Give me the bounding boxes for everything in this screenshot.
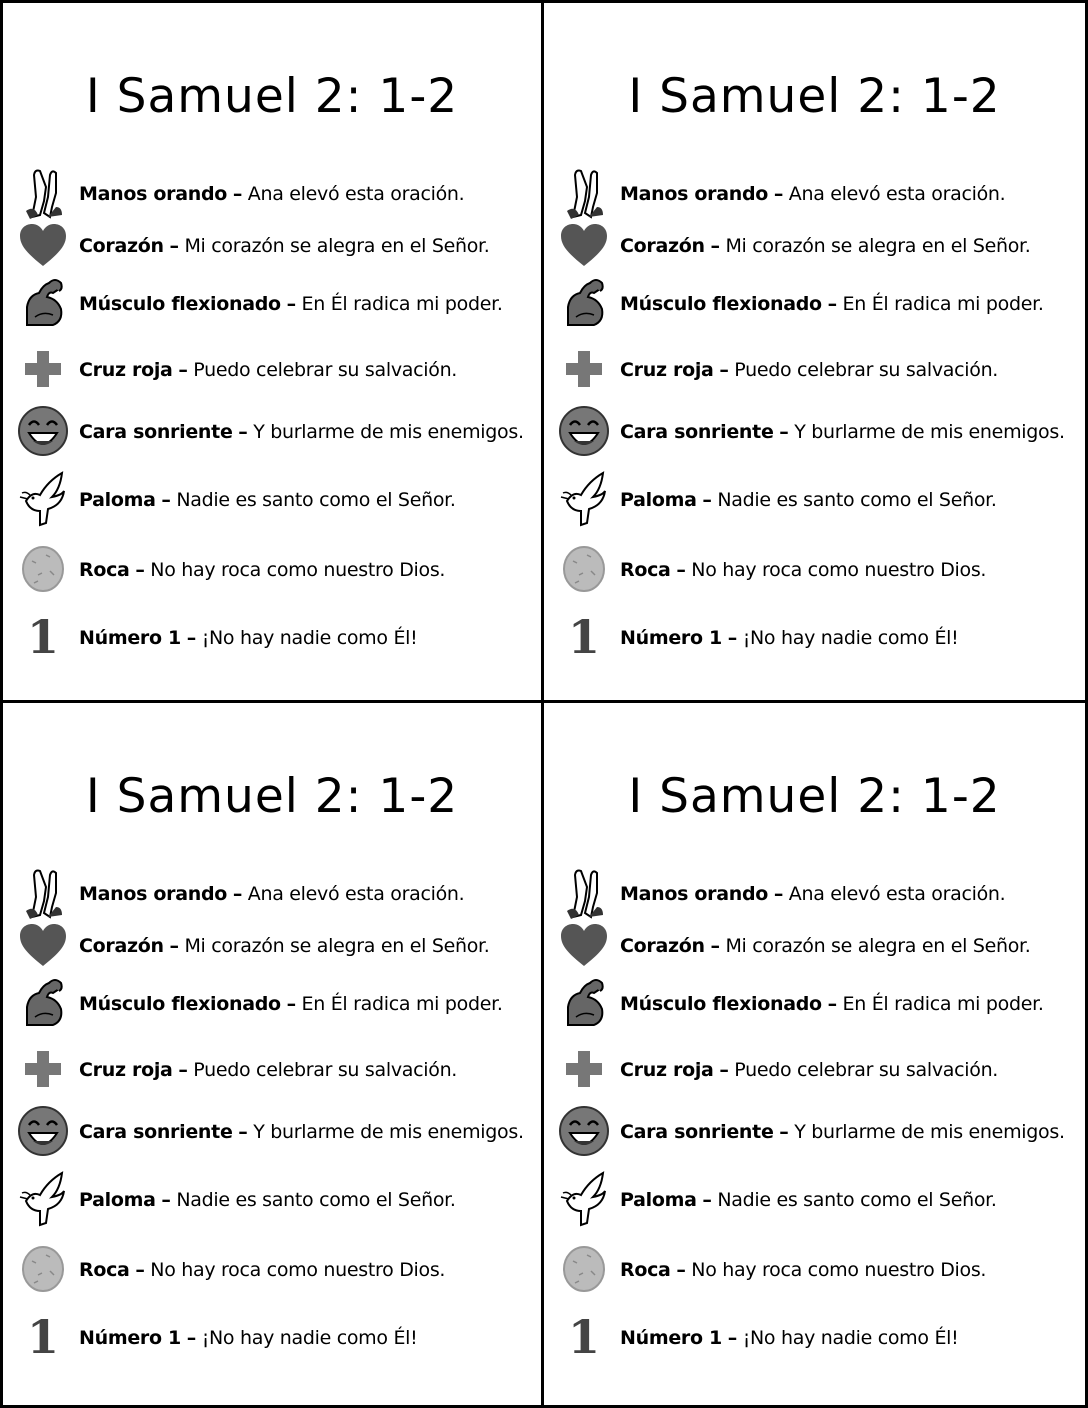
item-description: En Él radica mi poder. [842, 993, 1044, 1015]
item-description: Y burlarme de mis enemigos. [253, 421, 524, 443]
item-text [620, 1121, 1065, 1143]
list-item [15, 1241, 535, 1301]
item-text [620, 1059, 998, 1081]
item-dash: – [727, 1327, 737, 1349]
item-dash: – [232, 883, 243, 905]
item-dash: – [169, 935, 179, 957]
flexed-muscle-icon [556, 275, 612, 331]
list-item [15, 275, 535, 335]
item-label: Manos orando [79, 183, 228, 205]
item-description: No hay roca como nuestro Dios. [691, 1259, 987, 1281]
item-label: Manos orando [620, 883, 769, 905]
item-text [79, 1327, 417, 1349]
smiling-face-icon [15, 1103, 71, 1159]
item-description: Puedo celebrar su salvación. [193, 359, 458, 381]
item-description: Mi corazón se alegra en el Señor. [725, 235, 1031, 257]
list-item [556, 865, 1079, 925]
item-description: Ana elevó esta oración. [247, 183, 465, 205]
list-item [556, 471, 1079, 531]
item-label: Número 1 [620, 1327, 722, 1349]
verse-card [0, 700, 544, 1408]
item-label: Roca [620, 1259, 671, 1281]
item-description: ¡No hay nadie como Él! [201, 1327, 418, 1349]
item-dash: – [719, 1059, 729, 1081]
item-text [79, 993, 503, 1015]
item-label: Cara sonriente [79, 421, 233, 443]
item-dash: – [773, 883, 784, 905]
item-description: Y burlarme de mis enemigos. [253, 1121, 524, 1143]
number-one-glyph: 1 [567, 610, 600, 664]
item-text [620, 559, 986, 581]
item-dash: – [702, 1189, 712, 1211]
item-text [620, 1327, 958, 1349]
cross-icon [15, 1041, 71, 1097]
item-label: Número 1 [79, 627, 181, 649]
dove-icon [15, 1171, 71, 1227]
number-one-icon [15, 609, 71, 665]
item-text [79, 1121, 524, 1143]
item-description: Nadie es santo como el Señor. [717, 1189, 997, 1211]
list-item [556, 1171, 1079, 1231]
list-item [15, 1041, 535, 1101]
item-text [620, 489, 997, 511]
verse-card [541, 0, 1088, 703]
item-description: Ana elevó esta oración. [788, 883, 1006, 905]
number-one-glyph: 1 [567, 1310, 600, 1364]
flexed-muscle-icon [556, 975, 612, 1031]
list-item [556, 1103, 1079, 1163]
item-label: Corazón [620, 235, 705, 257]
item-dash: – [286, 293, 296, 315]
item-description: En Él radica mi poder. [301, 993, 503, 1015]
list-item [556, 341, 1079, 401]
item-dash: – [186, 627, 196, 649]
heart-icon [556, 917, 612, 973]
item-label: Paloma [620, 1189, 697, 1211]
card-title: I Samuel 2: 1-2 [628, 769, 1001, 824]
item-dash: – [719, 359, 729, 381]
list-item [556, 165, 1079, 225]
item-label: Roca [620, 559, 671, 581]
item-text [79, 183, 464, 205]
item-text [620, 883, 1005, 905]
item-text [79, 935, 490, 957]
item-text [79, 883, 464, 905]
item-description: Y burlarme de mis enemigos. [794, 421, 1065, 443]
list-item [15, 609, 535, 669]
item-dash: – [135, 559, 145, 581]
praying-hands-icon [556, 165, 612, 221]
item-label: Roca [79, 1259, 130, 1281]
dove-icon [556, 1171, 612, 1227]
item-label: Cruz roja [620, 359, 714, 381]
list-item [15, 1171, 535, 1231]
rock-icon [15, 1241, 71, 1297]
item-description: En Él radica mi poder. [301, 293, 503, 315]
item-dash: – [710, 935, 720, 957]
list-item [556, 1309, 1079, 1369]
item-dash: – [238, 421, 248, 443]
heart-icon [556, 217, 612, 273]
list-item [556, 217, 1079, 277]
item-description: Ana elevó esta oración. [788, 183, 1006, 205]
item-text [79, 1059, 457, 1081]
item-text [620, 935, 1031, 957]
item-text [79, 235, 490, 257]
item-text [620, 359, 998, 381]
item-label: Paloma [79, 1189, 156, 1211]
item-description: En Él radica mi poder. [842, 293, 1044, 315]
item-dash: – [161, 1189, 171, 1211]
number-one-icon [15, 1309, 71, 1365]
praying-hands-icon [15, 865, 71, 921]
list-item [556, 1241, 1079, 1301]
smiling-face-icon [556, 403, 612, 459]
smiling-face-icon [15, 403, 71, 459]
item-dash: – [238, 1121, 248, 1143]
list-item [556, 275, 1079, 335]
verse-card [541, 700, 1088, 1408]
item-description: Nadie es santo como el Señor. [717, 489, 997, 511]
verse-card [0, 0, 544, 703]
item-text [79, 421, 524, 443]
item-text [79, 489, 456, 511]
item-description: No hay roca como nuestro Dios. [691, 559, 987, 581]
item-description: Puedo celebrar su salvación. [734, 1059, 999, 1081]
card-title: I Samuel 2: 1-2 [85, 69, 459, 124]
item-label: Cruz roja [79, 359, 173, 381]
item-label: Músculo flexionado [620, 293, 822, 315]
item-label: Músculo flexionado [620, 993, 822, 1015]
list-item [15, 541, 535, 601]
item-text [620, 993, 1044, 1015]
praying-hands-icon [15, 165, 71, 221]
item-label: Músculo flexionado [79, 993, 281, 1015]
list-item [15, 1103, 535, 1163]
item-description: ¡No hay nadie como Él! [201, 627, 418, 649]
list-item [556, 917, 1079, 977]
item-label: Corazón [620, 935, 705, 957]
item-label: Paloma [620, 489, 697, 511]
item-text [620, 1259, 986, 1281]
item-text [79, 359, 457, 381]
rock-icon [556, 1241, 612, 1297]
item-dash: – [161, 489, 171, 511]
item-label: Manos orando [79, 883, 228, 905]
item-text [620, 1189, 997, 1211]
item-text [79, 627, 417, 649]
item-label: Cara sonriente [620, 421, 774, 443]
item-description: Ana elevó esta oración. [247, 883, 465, 905]
item-label: Cruz roja [620, 1059, 714, 1081]
dove-icon [556, 471, 612, 527]
item-dash: – [178, 359, 188, 381]
list-item [556, 609, 1079, 669]
item-dash: – [710, 235, 720, 257]
item-text [620, 183, 1005, 205]
item-dash: – [827, 993, 837, 1015]
item-label: Corazón [79, 235, 164, 257]
item-text [620, 627, 958, 649]
item-text [620, 421, 1065, 443]
item-dash: – [702, 489, 712, 511]
rock-icon [556, 541, 612, 597]
item-dash: – [773, 183, 784, 205]
item-dash: – [178, 1059, 188, 1081]
item-label: Corazón [79, 935, 164, 957]
number-one-icon [556, 609, 612, 665]
item-description: Mi corazón se alegra en el Señor. [184, 235, 490, 257]
praying-hands-icon [556, 865, 612, 921]
item-dash: – [676, 559, 686, 581]
item-label: Roca [79, 559, 130, 581]
item-label: Músculo flexionado [79, 293, 281, 315]
list-item [15, 403, 535, 463]
item-description: Nadie es santo como el Señor. [176, 489, 456, 511]
flexed-muscle-icon [15, 275, 71, 331]
item-description: No hay roca como nuestro Dios. [150, 1259, 446, 1281]
list-item [15, 917, 535, 977]
list-item [556, 541, 1079, 601]
item-text [620, 293, 1044, 315]
list-item [15, 975, 535, 1035]
heart-icon [15, 917, 71, 973]
item-label: Cara sonriente [79, 1121, 233, 1143]
dove-icon [15, 471, 71, 527]
item-description: Mi corazón se alegra en el Señor. [725, 935, 1031, 957]
item-label: Manos orando [620, 183, 769, 205]
item-description: Puedo celebrar su salvación. [193, 1059, 458, 1081]
heart-icon [15, 217, 71, 273]
item-text [79, 1189, 456, 1211]
item-text [79, 559, 445, 581]
list-item [556, 1041, 1079, 1101]
item-description: Y burlarme de mis enemigos. [794, 1121, 1065, 1143]
list-item [15, 1309, 535, 1369]
item-label: Número 1 [79, 1327, 181, 1349]
number-one-icon [556, 1309, 612, 1365]
number-one-glyph: 1 [26, 1310, 59, 1364]
cross-icon [556, 341, 612, 397]
item-label: Paloma [79, 489, 156, 511]
item-dash: – [827, 293, 837, 315]
item-dash: – [779, 1121, 789, 1143]
item-description: ¡No hay nadie como Él! [742, 627, 959, 649]
item-dash: – [169, 235, 179, 257]
item-description: Mi corazón se alegra en el Señor. [184, 935, 490, 957]
item-text [620, 235, 1031, 257]
item-label: Cara sonriente [620, 1121, 774, 1143]
item-label: Cruz roja [79, 1059, 173, 1081]
item-dash: – [779, 421, 789, 443]
item-dash: – [232, 183, 243, 205]
smiling-face-icon [556, 1103, 612, 1159]
number-one-glyph: 1 [26, 610, 59, 664]
item-text [79, 293, 503, 315]
item-dash: – [676, 1259, 686, 1281]
item-dash: – [286, 993, 296, 1015]
rock-icon [15, 541, 71, 597]
list-item [15, 341, 535, 401]
flexed-muscle-icon [15, 975, 71, 1031]
list-item [15, 471, 535, 531]
item-description: ¡No hay nadie como Él! [742, 1327, 959, 1349]
item-description: No hay roca como nuestro Dios. [150, 559, 446, 581]
list-item [15, 165, 535, 225]
item-dash: – [135, 1259, 145, 1281]
cross-icon [556, 1041, 612, 1097]
card-title: I Samuel 2: 1-2 [85, 769, 459, 824]
cross-icon [15, 341, 71, 397]
item-label: Número 1 [620, 627, 722, 649]
card-title: I Samuel 2: 1-2 [628, 69, 1001, 124]
item-text [79, 1259, 445, 1281]
item-dash: – [727, 627, 737, 649]
list-item [556, 403, 1079, 463]
item-description: Puedo celebrar su salvación. [734, 359, 999, 381]
list-item [556, 975, 1079, 1035]
list-item [15, 217, 535, 277]
item-dash: – [186, 1327, 196, 1349]
item-description: Nadie es santo como el Señor. [176, 1189, 456, 1211]
list-item [15, 865, 535, 925]
